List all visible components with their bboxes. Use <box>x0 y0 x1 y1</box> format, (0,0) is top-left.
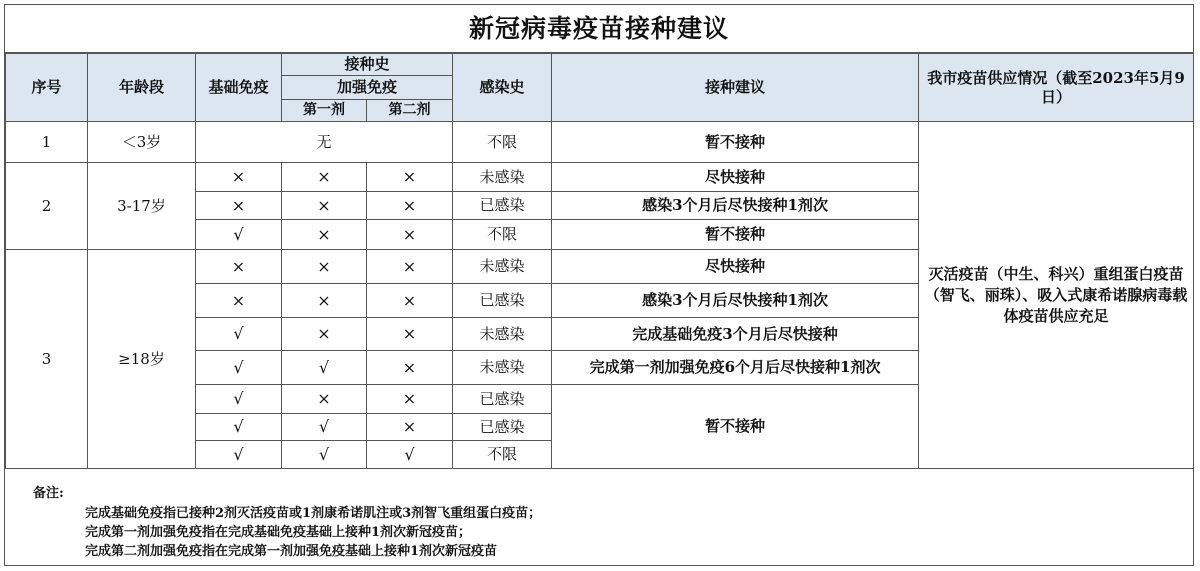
basic-cell: √ <box>196 318 282 351</box>
row-age: ≥18岁 <box>88 250 196 469</box>
infection-cell: 未感染 <box>453 351 552 385</box>
infection-cell: 已感染 <box>453 385 552 414</box>
dose2-cell: × <box>367 385 453 414</box>
dose2-cell: × <box>367 351 453 385</box>
vaccine-table <box>5 53 1194 469</box>
header-history: 接种史 <box>282 54 453 76</box>
dose2-cell: × <box>367 318 453 351</box>
advice-cell: 暂不接种 <box>552 385 919 469</box>
basic-cell: √ <box>196 220 282 250</box>
infection-cell: 不限 <box>453 441 552 469</box>
advice-cell: 尽快接种 <box>552 250 919 284</box>
header-age: 年龄段 <box>88 54 196 122</box>
dose1-cell: × <box>282 318 367 351</box>
infection-cell: 已感染 <box>453 284 552 318</box>
basic-cell: × <box>196 250 282 284</box>
advice-cell: 暂不接种 <box>552 220 919 250</box>
basic-cell: × <box>196 163 282 192</box>
dose2-cell: × <box>367 220 453 250</box>
advice-cell: 暂不接种 <box>552 122 919 163</box>
header-dose1: 第一剂 <box>282 100 367 122</box>
infection-cell: 不限 <box>453 220 552 250</box>
header-supply: 我市疫苗供应情况（截至2023年5月9日） <box>919 54 1194 122</box>
dose1-cell: √ <box>282 441 367 469</box>
dose1-cell: √ <box>282 351 367 385</box>
basic-cell: √ <box>196 414 282 441</box>
dose1-cell: × <box>282 192 367 220</box>
table-row <box>6 122 1194 163</box>
row-age: 3-17岁 <box>88 163 196 250</box>
dose2-cell: × <box>367 163 453 192</box>
infection-cell: 未感染 <box>453 163 552 192</box>
dose1-cell: × <box>282 220 367 250</box>
vaccine-advice-sheet <box>4 4 1194 566</box>
basic-cell: √ <box>196 351 282 385</box>
advice-cell: 感染3个月后尽快接种1剂次 <box>552 284 919 318</box>
dose2-cell: × <box>367 414 453 441</box>
infection-cell: 已感染 <box>453 192 552 220</box>
infection-cell: 已感染 <box>453 414 552 441</box>
header-basic: 基础免疫 <box>196 54 282 122</box>
header-advice: 接种建议 <box>552 54 919 122</box>
basic-cell: √ <box>196 441 282 469</box>
header-seq: 序号 <box>6 54 88 122</box>
row-seq: 2 <box>6 163 88 250</box>
page-title: 新冠病毒疫苗接种建议 <box>5 5 1193 53</box>
note-line: 完成第一剂加强免疫指在完成基础免疫基础上接种1剂次新冠疫苗； <box>85 525 472 540</box>
header-booster: 加强免疫 <box>282 76 453 100</box>
row-age: ＜3岁 <box>88 122 196 163</box>
dose2-cell: × <box>367 284 453 318</box>
note-line: 完成基础免疫指已接种2剂灭活疫苗或1剂康希诺肌注或3剂智飞重组蛋白疫苗； <box>85 506 542 521</box>
dose2-cell: × <box>367 192 453 220</box>
notes-label: 备注: <box>33 486 64 501</box>
basic-cell: √ <box>196 385 282 414</box>
basic-cell: × <box>196 192 282 220</box>
dose2-cell: × <box>367 250 453 284</box>
advice-cell: 完成第一剂加强免疫6个月后尽快接种1剂次 <box>552 351 919 385</box>
row-seq: 1 <box>6 122 88 163</box>
dose1-cell: × <box>282 284 367 318</box>
basic-cell: × <box>196 284 282 318</box>
note-line: 完成第二剂加强免疫指在完成第一剂加强免疫基础上接种1剂次新冠疫苗 <box>85 544 498 559</box>
header-infection: 感染史 <box>453 54 552 122</box>
dose1-cell: × <box>282 250 367 284</box>
dose1-cell: √ <box>282 414 367 441</box>
row-seq: 3 <box>6 250 88 469</box>
advice-cell: 感染3个月后尽快接种1剂次 <box>552 192 919 220</box>
advice-cell: 完成基础免疫3个月后尽快接种 <box>552 318 919 351</box>
notes-section <box>5 472 1193 565</box>
supply-cell: 灭活疫苗（中生、科兴）重组蛋白疫苗（智飞、丽珠）、吸入式康希诺腺病毒载体疫苗供应充足 <box>919 122 1194 469</box>
basic-cell: 无 <box>196 122 453 163</box>
header-dose2: 第二剂 <box>367 100 453 122</box>
dose1-cell: × <box>282 163 367 192</box>
dose2-cell: √ <box>367 441 453 469</box>
advice-cell: 尽快接种 <box>552 163 919 192</box>
infection-cell: 不限 <box>453 122 552 163</box>
infection-cell: 未感染 <box>453 318 552 351</box>
dose1-cell: × <box>282 385 367 414</box>
infection-cell: 未感染 <box>453 250 552 284</box>
